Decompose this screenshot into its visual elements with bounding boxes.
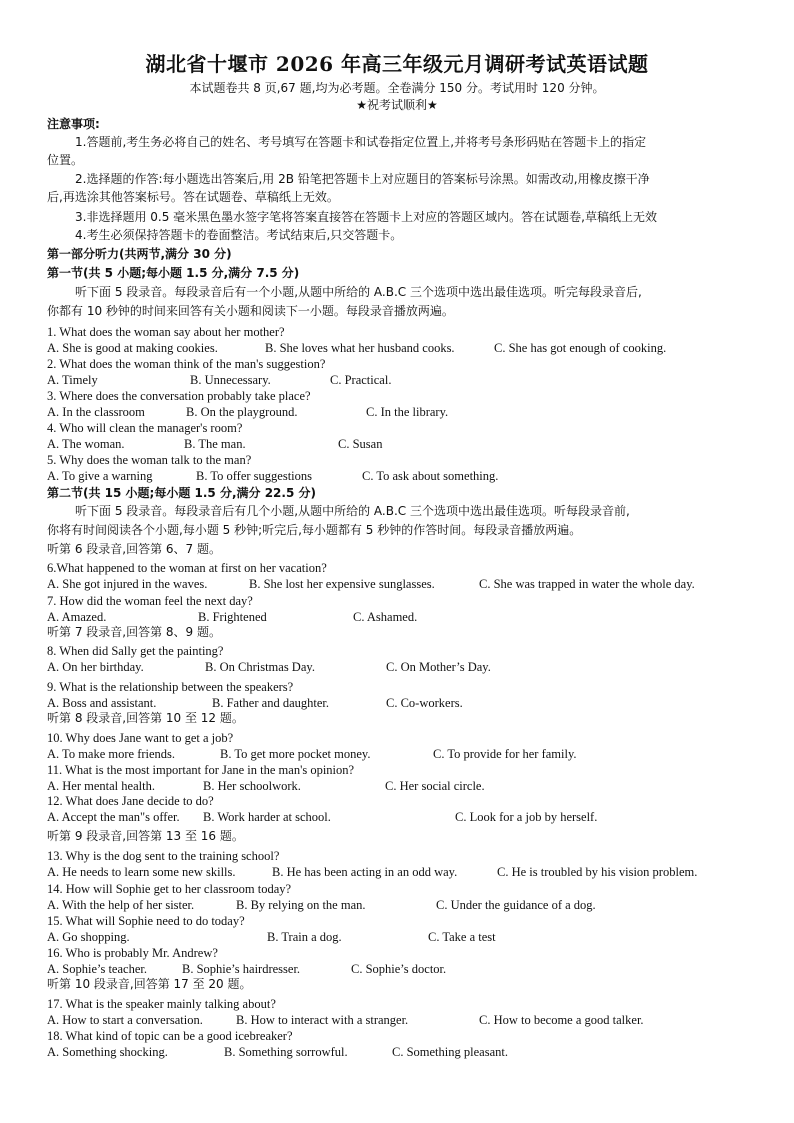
exam-subtitle: 本试题卷共 8 页,67 题,均为必考题。全卷满分 150 分。考试用时 120 分钟。 bbox=[189, 81, 605, 95]
answer-option-a: A. The woman. bbox=[47, 437, 125, 451]
answer-option-b: B. Work harder at school. bbox=[203, 810, 331, 824]
passage-label: 听第 6 段录音,回答第 6、7 题。 bbox=[47, 542, 221, 556]
answer-option-c: C. Her social circle. bbox=[385, 779, 485, 793]
answer-option-b: B. Her schoolwork. bbox=[203, 779, 301, 793]
answer-option-c: C. How to become a good talker. bbox=[479, 1013, 644, 1027]
answer-option-b: B. The man. bbox=[184, 437, 246, 451]
notice-line: 2.选择题的作答:每小题选出答案后,用 2B 铅笔把答题卡上对应题目的答案标号涂黑。如需改动,用橡皮擦干净 bbox=[75, 172, 650, 186]
answer-option-b: B. She loves what her husband cooks. bbox=[265, 341, 455, 355]
answer-option-c: C. She was trapped in water the whole day. bbox=[479, 577, 695, 591]
question-stem: 4. Who will clean the manager's room? bbox=[47, 421, 243, 435]
answer-option-c: C. In the library. bbox=[366, 405, 449, 419]
notice-line: 后,再选涂其他答案标号。答在试题卷、草稿纸上无效。 bbox=[47, 190, 339, 204]
instruction-line: 你都有 10 秒钟的时间来回答有关小题和阅读下一小题。每段录音播放两遍。 bbox=[47, 304, 454, 318]
answer-option-a: A. He needs to learn some new skills. bbox=[47, 865, 236, 879]
question-stem: 2. What does the woman think of the man's suggestion? bbox=[47, 357, 326, 371]
answer-option-a: A. Her mental health. bbox=[47, 779, 155, 793]
answer-option-c: C. Susan bbox=[338, 437, 383, 451]
answer-option-c: C. Take a test bbox=[428, 930, 496, 944]
notice-line: 位置。 bbox=[47, 153, 84, 167]
question-stem: 5. Why does the woman talk to the man? bbox=[47, 453, 252, 467]
section-heading: 第二节(共 15 小题;每小题 1.5 分,满分 22.5 分) bbox=[47, 486, 316, 500]
answer-option-b: B. To get more pocket money. bbox=[220, 747, 371, 761]
question-stem: 17. What is the speaker mainly talking about? bbox=[47, 997, 276, 1011]
answer-option-a: A. She got injured in the waves. bbox=[47, 577, 208, 591]
question-stem: 6.What happened to the woman at first on her vacation? bbox=[47, 561, 327, 575]
instruction-line: 你将有时间阅读各个小题,每小题 5 秒钟;听完后,每小题都有 5 秒钟的作答时间。每段录音播放两遍。 bbox=[47, 523, 582, 537]
passage-label: 听第 9 段录音,回答第 13 至 16 题。 bbox=[47, 829, 244, 843]
question-stem: 7. How did the woman feel the next day? bbox=[47, 594, 253, 608]
passage-label: 听第 7 段录音,回答第 8、9 题。 bbox=[47, 625, 221, 639]
question-stem: 8. When did Sally get the painting? bbox=[47, 644, 224, 658]
answer-option-c: C. Under the guidance of a dog. bbox=[436, 898, 596, 912]
answer-option-b: B. Something sorrowful. bbox=[224, 1045, 348, 1059]
answer-option-a: A. In the classroom bbox=[47, 405, 145, 419]
question-stem: 12. What does Jane decide to do? bbox=[47, 794, 214, 808]
question-stem: 13. Why is the dog sent to the training school? bbox=[47, 849, 280, 863]
answer-option-b: B. On Christmas Day. bbox=[205, 660, 315, 674]
instruction-line: 听下面 5 段录音。每段录音后有几个小题,从题中所给的 A.B.C 三个选项中选出最佳选项。听每段录音前, bbox=[75, 504, 630, 518]
section-heading: 第一节(共 5 小题;每小题 1.5 分,满分 7.5 分) bbox=[47, 266, 300, 280]
question-stem: 11. What is the most important for Jane in the man's opinion? bbox=[47, 763, 355, 777]
good-luck-line: ★祝考试顺利★ bbox=[356, 98, 438, 112]
question-stem: 16. Who is probably Mr. Andrew? bbox=[47, 946, 218, 960]
question-stem: 14. How will Sophie get to her classroom today? bbox=[47, 882, 292, 896]
notice-line: 4.考生必须保持答题卡的卷面整洁。考试结束后,只交答题卡。 bbox=[75, 228, 403, 242]
answer-option-b: B. How to interact with a stranger. bbox=[236, 1013, 409, 1027]
answer-option-a: A. Amazed. bbox=[47, 610, 107, 624]
answer-option-c: C. To provide for her family. bbox=[433, 747, 577, 761]
answer-option-a: A. Timely bbox=[47, 373, 98, 387]
answer-option-b: B. Frightened bbox=[198, 610, 267, 624]
question-stem: 15. What will Sophie need to do today? bbox=[47, 914, 245, 928]
passage-label: 听第 8 段录音,回答第 10 至 12 题。 bbox=[47, 711, 244, 725]
answer-option-a: A. Accept the man"s offer. bbox=[47, 810, 180, 824]
answer-option-a: A. With the help of her sister. bbox=[47, 898, 195, 912]
answer-option-c: C. Sophie’s doctor. bbox=[351, 962, 447, 976]
answer-option-a: A. She is good at making cookies. bbox=[47, 341, 218, 355]
answer-option-b: B. Sophie’s hairdresser. bbox=[182, 962, 301, 976]
answer-option-c: C. Something pleasant. bbox=[392, 1045, 508, 1059]
answer-option-a: A. Something shocking. bbox=[47, 1045, 168, 1059]
answer-option-c: C. He is troubled by his vision problem. bbox=[497, 865, 698, 879]
answer-option-b: B. Unnecessary. bbox=[190, 373, 271, 387]
answer-option-c: C. Ashamed. bbox=[353, 610, 418, 624]
notice-heading: 注意事项: bbox=[47, 117, 100, 131]
answer-option-a: A. To make more friends. bbox=[47, 747, 176, 761]
question-stem: 18. What kind of topic can be a good icebreaker? bbox=[47, 1029, 293, 1043]
answer-option-b: B. Father and daughter. bbox=[212, 696, 329, 710]
question-stem: 3. Where does the conversation probably take place? bbox=[47, 389, 311, 403]
question-stem: 9. What is the relationship between the speakers? bbox=[47, 680, 294, 694]
answer-option-b: B. She lost her expensive sunglasses. bbox=[249, 577, 435, 591]
answer-option-b: B. Train a dog. bbox=[267, 930, 342, 944]
answer-option-a: A. Boss and assistant. bbox=[47, 696, 157, 710]
question-stem: 10. Why does Jane want to get a job? bbox=[47, 731, 234, 745]
answer-option-c: C. She has got enough of cooking. bbox=[494, 341, 667, 355]
answer-option-b: B. By relying on the man. bbox=[236, 898, 366, 912]
answer-option-b: B. He has been acting in an odd way. bbox=[272, 865, 458, 879]
answer-option-a: A. Sophie’s teacher. bbox=[47, 962, 147, 976]
question-stem: 1. What does the woman say about her mother? bbox=[47, 325, 285, 339]
answer-option-c: C. On Mother’s Day. bbox=[386, 660, 491, 674]
instruction-line: 听下面 5 段录音。每段录音后有一个小题,从题中所给的 A.B.C 三个选项中选出最佳选项。听完每段录音后, bbox=[75, 285, 642, 299]
answer-option-a: A. To give a warning bbox=[47, 469, 153, 483]
answer-option-b: B. On the playground. bbox=[186, 405, 298, 419]
answer-option-c: C. Co-workers. bbox=[386, 696, 463, 710]
answer-option-b: B. To offer suggestions bbox=[196, 469, 313, 483]
notice-line: 3.非选择题用 0.5 毫米黑色墨水签字笔将答案直接答在答题卡上对应的答题区域内。答在试题卷,草稿纸上无效 bbox=[75, 210, 657, 224]
answer-option-a: A. Go shopping. bbox=[47, 930, 130, 944]
part-heading: 第一部分听力(共两节,满分 30 分) bbox=[47, 247, 232, 261]
exam-title: 湖北省十堰市 2026 年高三年级元月调研考试英语试题 bbox=[145, 52, 649, 76]
passage-label: 听第 10 段录音,回答第 17 至 20 题。 bbox=[47, 977, 252, 991]
notice-line: 1.答题前,考生务必将自己的姓名、考号填写在答题卡和试卷指定位置上,并将考号条形码贴在答题卡上的指定 bbox=[75, 135, 647, 149]
answer-option-c: C. To ask about something. bbox=[362, 469, 499, 483]
answer-option-a: A. On her birthday. bbox=[47, 660, 144, 674]
answer-option-c: C. Look for a job by herself. bbox=[455, 810, 598, 824]
answer-option-a: A. How to start a conversation. bbox=[47, 1013, 203, 1027]
answer-option-c: C. Practical. bbox=[330, 373, 392, 387]
